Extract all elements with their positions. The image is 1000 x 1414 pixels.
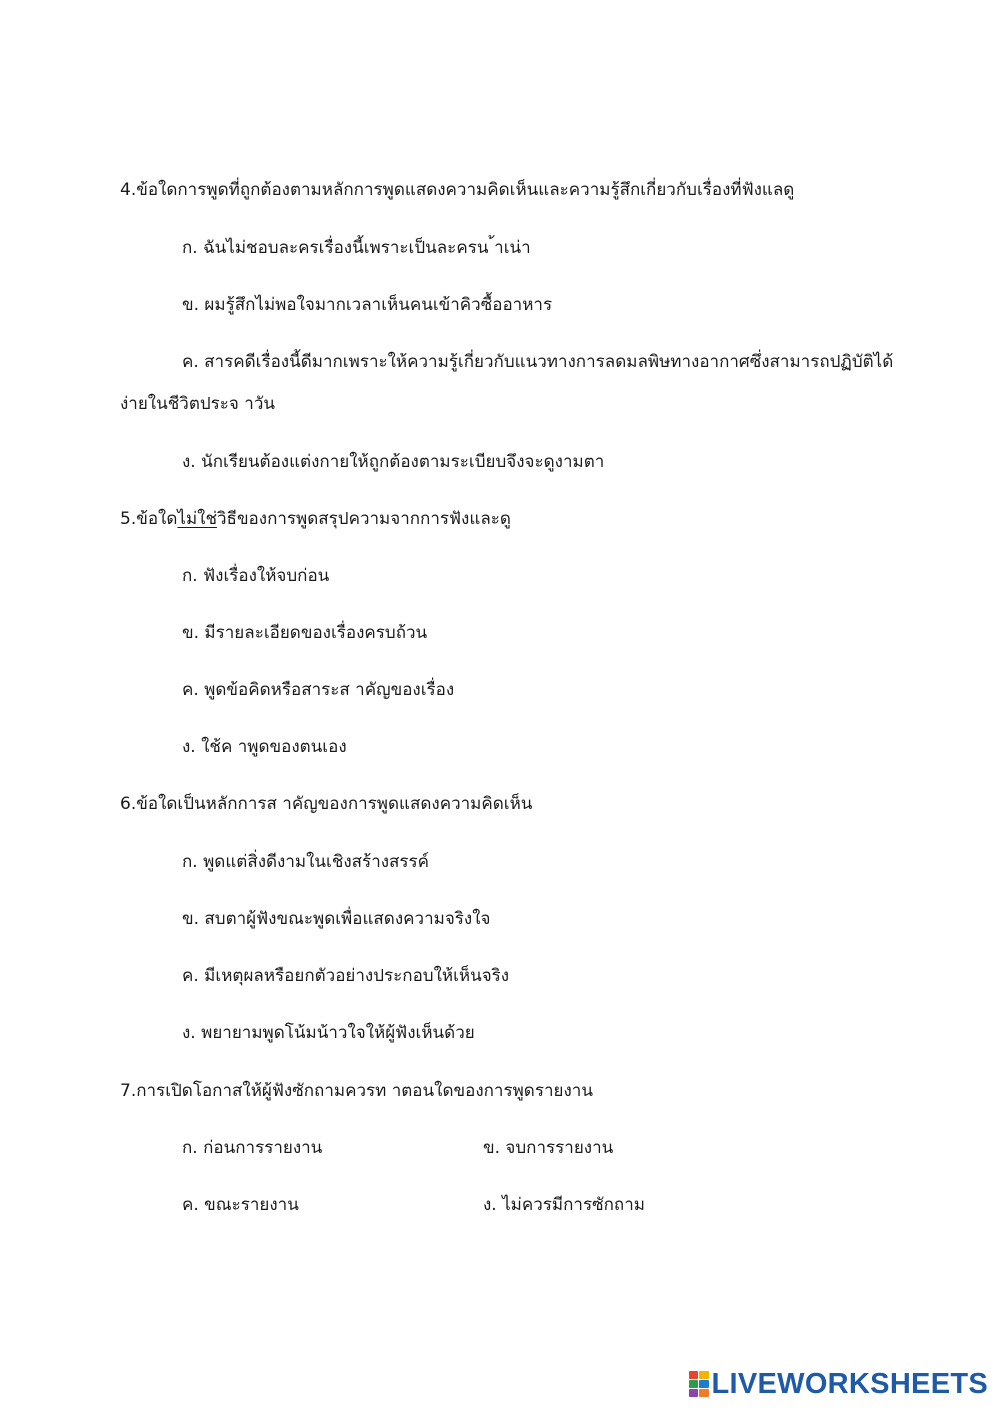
logo-mark-block — [689, 1380, 699, 1388]
logo-mark-block — [689, 1371, 699, 1379]
question-5-suffix: วิธีของการพูดสรุปความจากการฟังและดู — [217, 509, 511, 529]
q7-option-a[interactable]: ก. ก่อนการรายงาน — [182, 1138, 323, 1158]
question-5 — [120, 507, 511, 531]
liveworksheets-logo-icon — [689, 1371, 709, 1397]
q5-option-c[interactable]: ค. พูดข้อคิดหรือสาระส าคัญของเรื่อง — [182, 680, 455, 700]
logo-text: LIVEWORKSHEETS — [711, 1367, 988, 1400]
q6-option-b[interactable]: ข. สบตาผู้ฟังขณะพูดเพื่อแสดงความจริงใจ — [182, 909, 491, 929]
q6-option-d[interactable]: ง. พยายามพูดโน้มน้าวใจให้ผู้ฟังเห็นด้วย — [182, 1023, 475, 1043]
q4-option-b[interactable]: ข. ผมรู้สึกไม่พอใจมากเวลาเห็นคนเข้าคิวซื้ออาหาร — [182, 295, 553, 315]
q6-option-a[interactable]: ก. พูดแต่สิ่งดีงามในเชิงสร้างสรรค์ — [182, 852, 430, 872]
q6-option-c[interactable]: ค. มีเหตุผลหรือยกตัวอย่างประกอบให้เห็นจริง — [182, 966, 510, 986]
q4-option-d[interactable]: ง. นักเรียนต้องแต่งกายให้ถูกต้องตามระเบียบจึงจะดูงามตา — [182, 452, 605, 472]
q5-option-b[interactable]: ข. มีรายละเอียดของเรื่องครบถ้วน — [182, 623, 428, 643]
question-5-prefix: 5.ข้อใด — [120, 509, 178, 529]
q4-option-c[interactable]: ค. สารคดีเรื่องนี้ดีมากเพราะให้ความรู้เกี่ยวกับแนวทางการลดมลพิษทางอากาศซึ่งสามารถปฏิบัติได้ — [182, 352, 894, 372]
logo-mark-block — [699, 1389, 709, 1397]
q4-option-a[interactable]: ก. ฉันไม่ชอบละครเรื่องนี้เพราะเป็นละครน ้าเน่า — [182, 238, 531, 258]
logo-mark-block — [689, 1389, 699, 1397]
q5-option-d[interactable]: ง. ใช้ค าพูดของตนเอง — [182, 737, 347, 757]
q7-option-d[interactable]: ง. ไม่ควรมีการซักถาม — [483, 1195, 645, 1215]
q7-option-b[interactable]: ข. จบการรายงาน — [483, 1138, 614, 1158]
question-4: 4.ข้อใดการพูดที่ถูกต้องตามหลักการพูดแสดงความคิดเห็นและความรู้สึกเกี่ยวกับเรื่องที่ฟังแลดู — [120, 180, 795, 200]
liveworksheets-logo — [689, 1368, 989, 1400]
logo-mark-block — [699, 1380, 709, 1388]
question-7: 7.การเปิดโอกาสให้ผู้ฟังซักถามควรท าตอนใดของการพูดรายงาน — [120, 1081, 593, 1101]
q4-option-c-continuation: ง่ายในชีวิตประจ าวัน — [120, 394, 275, 414]
q5-option-a[interactable]: ก. ฟังเรื่องให้จบก่อน — [182, 566, 330, 586]
question-5-underlined: ไม่ใช่ — [177, 509, 218, 529]
question-6: 6.ข้อใดเป็นหลักการส าคัญของการพูดแสดงความคิดเห็น — [120, 794, 533, 814]
logo-mark-block — [699, 1371, 709, 1379]
q7-option-c[interactable]: ค. ขณะรายงาน — [182, 1195, 299, 1215]
